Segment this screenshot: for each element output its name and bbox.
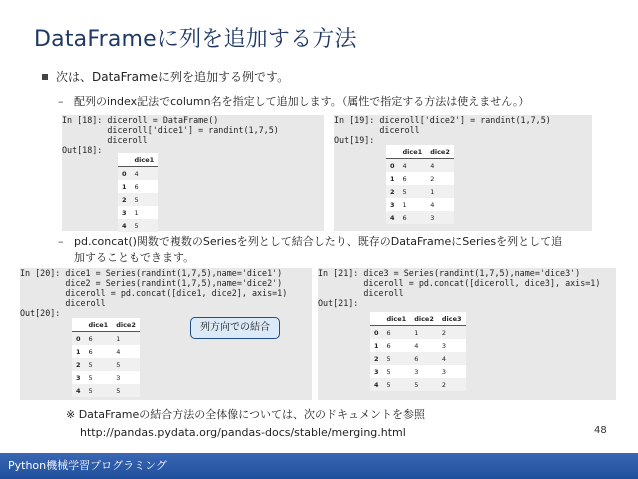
column-header: dice1 — [131, 153, 159, 167]
table-cell: 1 — [402, 200, 407, 209]
dataframe-output-21 — [370, 312, 466, 391]
table-row — [118, 180, 158, 193]
row-index: 4 — [386, 211, 399, 224]
dataframe-output-19 — [386, 145, 454, 224]
table-cell: 4 — [399, 159, 427, 173]
table-row — [370, 352, 466, 365]
code-cell-18-text: In [18]: diceroll = DataFrame() diceroll['dice1'] = randint(1,7,5) diceroll Out[18]: — [62, 115, 279, 155]
table-cell: 5 — [85, 358, 113, 371]
table-cell: 6 — [85, 332, 113, 346]
table-corner — [386, 145, 399, 159]
bullet-square-icon — [42, 74, 48, 80]
row-index: 2 — [118, 193, 131, 206]
table-cell: 5 — [131, 219, 159, 232]
table-corner — [118, 153, 131, 167]
subbullet-concat — [58, 234, 618, 266]
code-cell-20-text: In [20]: dice1 = Series(randint(1,7,5),name='dice1') dice2 = Series(randint(1,7,5),name='dice2') diceroll = pd.concat([dice1, dice2], axis=1) diceroll Out[20]: — [20, 268, 288, 318]
table-cell: 1 — [426, 185, 454, 198]
table-row — [386, 211, 454, 224]
table-corner — [370, 312, 383, 326]
subbullet-index — [58, 94, 529, 110]
table-cell: 5 — [386, 367, 391, 376]
table-cell: 2 — [430, 174, 435, 183]
dataframe-output-20 — [72, 318, 140, 397]
table-cell: 5 — [399, 185, 427, 198]
table-cell: 5 — [112, 384, 140, 397]
row-index: 2 — [370, 352, 383, 365]
row-index: 1 — [390, 174, 395, 183]
table-cell: 3 — [441, 341, 447, 350]
table-row — [72, 332, 140, 346]
table-row — [118, 193, 158, 206]
table-row — [72, 345, 140, 358]
footer-text: Python機械学習プログラミング — [8, 459, 167, 472]
code-cell-21-text: In [21]: dice3 = Series(randint(1,7,5),name='dice3') diceroll = pd.concat([diceroll, dice3], axis=1) diceroll Out[21]: — [318, 268, 601, 308]
row-index: 0 — [118, 167, 131, 181]
subbullet-concat-line2: 加することもできます。 — [74, 251, 195, 264]
table-cell: 4 — [430, 200, 435, 209]
table-cell: 4 — [414, 341, 419, 350]
table-cell: 4 — [131, 167, 159, 181]
table-row — [386, 185, 454, 198]
table-cell: 5 — [112, 358, 140, 371]
table-cell: 6 — [399, 211, 427, 224]
footer-bar — [0, 453, 638, 479]
table-cell: 4 — [116, 347, 121, 356]
reference-note — [66, 406, 425, 442]
dash-icon: – — [58, 95, 64, 108]
table-cell: 3 — [116, 373, 121, 382]
dash-icon: – — [58, 235, 64, 248]
code-cell-18 — [62, 115, 324, 231]
table-row — [370, 365, 466, 378]
table-cell: 5 — [383, 352, 411, 365]
code-cell-19-text: In [19]: diceroll['dice2'] = randint(1,7,5) diceroll Out[19]: — [334, 115, 551, 145]
table-row — [72, 371, 140, 384]
table-cell: 1 — [112, 332, 140, 346]
row-index: 3 — [374, 367, 379, 376]
table-row — [370, 339, 466, 352]
code-cell-19 — [334, 115, 592, 231]
table-row — [386, 159, 454, 173]
table-cell: 6 — [88, 347, 93, 356]
table-cell: 1 — [410, 326, 438, 340]
column-header: dice2 — [426, 145, 454, 159]
table-row — [72, 358, 140, 371]
subbullet-concat-line1: pd.concat()関数で複数のSeriesを列として結合したり、既存のDataFrameにSeriesを列として追 — [74, 235, 563, 248]
table-cell: 2 — [438, 378, 466, 391]
row-index: 4 — [118, 219, 131, 232]
row-index: 3 — [390, 200, 395, 209]
table-cell: 6 — [383, 326, 411, 340]
column-header: dice1 — [399, 145, 427, 159]
table-cell: 3 — [426, 211, 454, 224]
column-header: dice2 — [410, 312, 438, 326]
row-index: 3 — [122, 208, 127, 217]
column-header: dice2 — [112, 318, 140, 332]
code-cell-21 — [318, 268, 616, 400]
table-cell: 5 — [383, 378, 411, 391]
row-index: 4 — [370, 378, 383, 391]
column-header: dice1 — [85, 318, 113, 332]
row-index: 1 — [374, 341, 379, 350]
row-index: 0 — [386, 159, 399, 173]
table-cell: 4 — [426, 159, 454, 173]
slide-title: DataFrameに列を追加する方法 — [34, 27, 357, 52]
table-cell: 4 — [438, 352, 466, 365]
table-row — [370, 378, 466, 391]
column-header: dice1 — [383, 312, 411, 326]
row-index: 0 — [370, 326, 383, 340]
row-index: 1 — [122, 182, 127, 191]
table-row — [386, 172, 454, 185]
table-cell: 6 — [410, 352, 438, 365]
table-cell: 1 — [134, 208, 139, 217]
row-index: 2 — [72, 358, 85, 371]
table-row — [118, 219, 158, 232]
table-row — [370, 326, 466, 340]
bullet-main-text: 次は、DataFrameに列を追加する例です。 — [56, 70, 290, 84]
table-cell: 5 — [410, 378, 438, 391]
table-row — [118, 206, 158, 219]
table-cell: 3 — [441, 367, 447, 376]
table-cell: 6 — [386, 341, 391, 350]
callout-column-concat: 列方向での結合 — [190, 317, 280, 339]
table-row — [386, 198, 454, 211]
table-row — [118, 167, 158, 181]
reference-note-text: ※ DataFrameの結合方法の全体像については、次のドキュメントを参照 — [66, 408, 426, 421]
row-index: 2 — [386, 185, 399, 198]
bullet-main — [42, 68, 289, 85]
row-index: 0 — [72, 332, 85, 346]
table-cell: 5 — [85, 384, 113, 397]
table-cell: 5 — [88, 373, 93, 382]
table-cell: 5 — [131, 193, 159, 206]
table-cell: 6 — [134, 182, 139, 191]
table-row — [72, 384, 140, 397]
row-index: 3 — [76, 373, 81, 382]
subbullet-index-text: 配列のindex記法でcolumn名を指定して追加します。（属性で指定する方法は使えません。） — [74, 95, 530, 108]
reference-url-link[interactable]: http://pandas.pydata.org/pandas-docs/stable/merging.html — [80, 426, 406, 439]
page-number: 48 — [594, 425, 607, 436]
row-index: 4 — [72, 384, 85, 397]
table-cell: 3 — [414, 367, 419, 376]
row-index: 1 — [76, 347, 81, 356]
table-cell: 6 — [402, 174, 407, 183]
dataframe-output-18 — [118, 153, 158, 232]
table-corner — [72, 318, 85, 332]
column-header: dice3 — [438, 312, 466, 326]
table-cell: 2 — [438, 326, 466, 340]
